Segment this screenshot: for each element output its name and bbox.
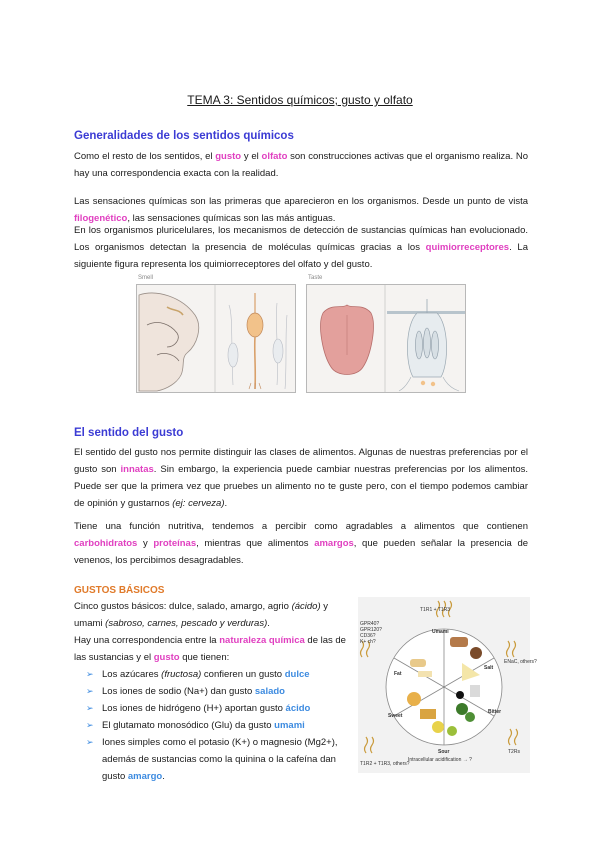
gustos-basicos-text — [74, 598, 350, 785]
heading-generalidades: Generalidades de los sentidos químicos — [74, 130, 294, 142]
wheel-bitter: Bitter — [488, 709, 502, 715]
smell-panel — [136, 284, 296, 393]
keyword-gusto: gusto — [215, 151, 242, 162]
page-title: TEMA 3: Sentidos químicos; gusto y olfato — [187, 93, 413, 107]
smell-label: Smell — [138, 275, 154, 281]
paragraph-sensaciones: Las sensaciones químicas son las primeras que aparecieron en los organismos. Desde un punto de vista filogenético, las sensaciones químicas son las más antiguas. — [74, 196, 528, 224]
wheel-sour-receptor: Intracellular acidification → ? — [408, 757, 472, 763]
keyword-gusto-2: gusto — [153, 652, 180, 663]
keyword-amargos: amargos — [314, 538, 354, 549]
wheel-umami: Umami — [432, 629, 449, 635]
keyword-quimiorreceptores: quimiorreceptores — [425, 242, 510, 253]
wheel-bitter-receptor: T2Rs — [508, 749, 520, 755]
taste-label: Taste — [308, 275, 323, 281]
keyword-olfato: olfato — [261, 151, 288, 162]
taste-panel — [306, 284, 466, 393]
heading-gustos-basicos: GUSTOS BÁSICOS — [74, 585, 165, 596]
paragraph-gusto-2: Tiene una función nutritiva, tendemos a percibir como agradables a alimentos que contienen carbohidratos y proteínas, mientras que alimentos amargos, que pueden señalar la presencia de venenos, los percibimos desagradables. — [74, 521, 529, 566]
paragraph-gusto-1: El sentido del gusto nos permite distinguir las clases de alimentos. Algunas de nuestras preferencias por el gusto son innatas. Sin embargo, la experiencia puede cambiar nuestras preferencias por los alimentos. Puede ser que la primera vez que pruebes un alimento no te guste pero, con el tiempo podemos cambiar de opinión y gustarnos (ej: cerveza). — [74, 447, 528, 509]
keyword-innatas: innatas — [120, 464, 154, 475]
example-cerveza: (ej: cerveza) — [172, 498, 225, 509]
keyword-carbohidratos: carbohidratos — [74, 538, 138, 549]
wheel-left-receptor-4: K+ ch? — [360, 639, 376, 645]
paragraph-organismos: En los organismos pluricelulares, los mecanismos de detección de sustancias químicas han evolucionado. Los organismos detectan la presencia de moléculas químicas gracias a los quimiorreceptores. La siguiente figura representa los quimiorreceptores del olfato y del gusto. — [74, 225, 528, 270]
wheel-sour: Sour — [438, 749, 450, 755]
taste-wheel-illustration — [358, 597, 537, 773]
keyword-proteinas: proteínas — [153, 538, 197, 549]
chemoreceptor-figure — [136, 275, 464, 395]
list-item: ➢ Los azúcares (fructosa) confieren un gusto dulce — [86, 666, 350, 683]
wheel-salt: Salt — [484, 665, 494, 671]
smell-illustration — [137, 285, 295, 392]
wheel-top-receptor: T1R1 + T1R3 — [420, 607, 451, 613]
paragraph-intro: Como el resto de los sentidos, el gusto y el olfato son construcciones activas que el organismo realiza. No hay una correspondencia exacta con la realidad. — [74, 151, 529, 179]
wheel-fat: Fat — [394, 671, 402, 677]
paragraph-correspondencia: Hay una correspondencia entre la naturaleza química de las de las sustancias y el gusto que tienen: — [74, 635, 346, 663]
keyword-naturaleza-quimica: naturaleza química — [219, 635, 305, 646]
wheel-sweet-receptor: T1R2 + T1R3, others? — [360, 761, 410, 767]
wheel-left-receptor-2: GPR120? — [360, 627, 382, 633]
keyword-filogenetico: filogenético — [74, 213, 128, 224]
taste-illustration — [307, 285, 465, 392]
wheel-sweet: Sweet — [388, 713, 403, 719]
wheel-salt-receptor: ENaC, others? — [504, 659, 537, 665]
heading-sentido-gusto: El sentido del gusto — [74, 427, 184, 439]
list-item: ➢ Los iones de sodio (Na+) dan gusto salado — [86, 683, 350, 700]
taste-list — [74, 666, 350, 785]
list-item: ➢ El glutamato monosódico (Glu) da gusto umami — [86, 717, 350, 734]
list-item: ➢ Los iones de hidrógeno (H+) aportan gusto ácido — [86, 700, 350, 717]
wheel-left-receptor-1: GPR40? — [360, 621, 380, 627]
taste-wheel-figure — [358, 597, 537, 773]
paragraph-cinco-gustos: Cinco gustos básicos: dulce, salado, amargo, agrio (ácido) y umami (sabroso, carnes, pescado y verduras). — [74, 601, 329, 629]
list-item: ➢ Iones simples como el potasio (K+) o magnesio (Mg2+), además de sustancias como la quinina o la cafeína dan gusto amargo. — [86, 734, 350, 785]
wheel-left-receptor-3: CD36? — [360, 633, 376, 639]
